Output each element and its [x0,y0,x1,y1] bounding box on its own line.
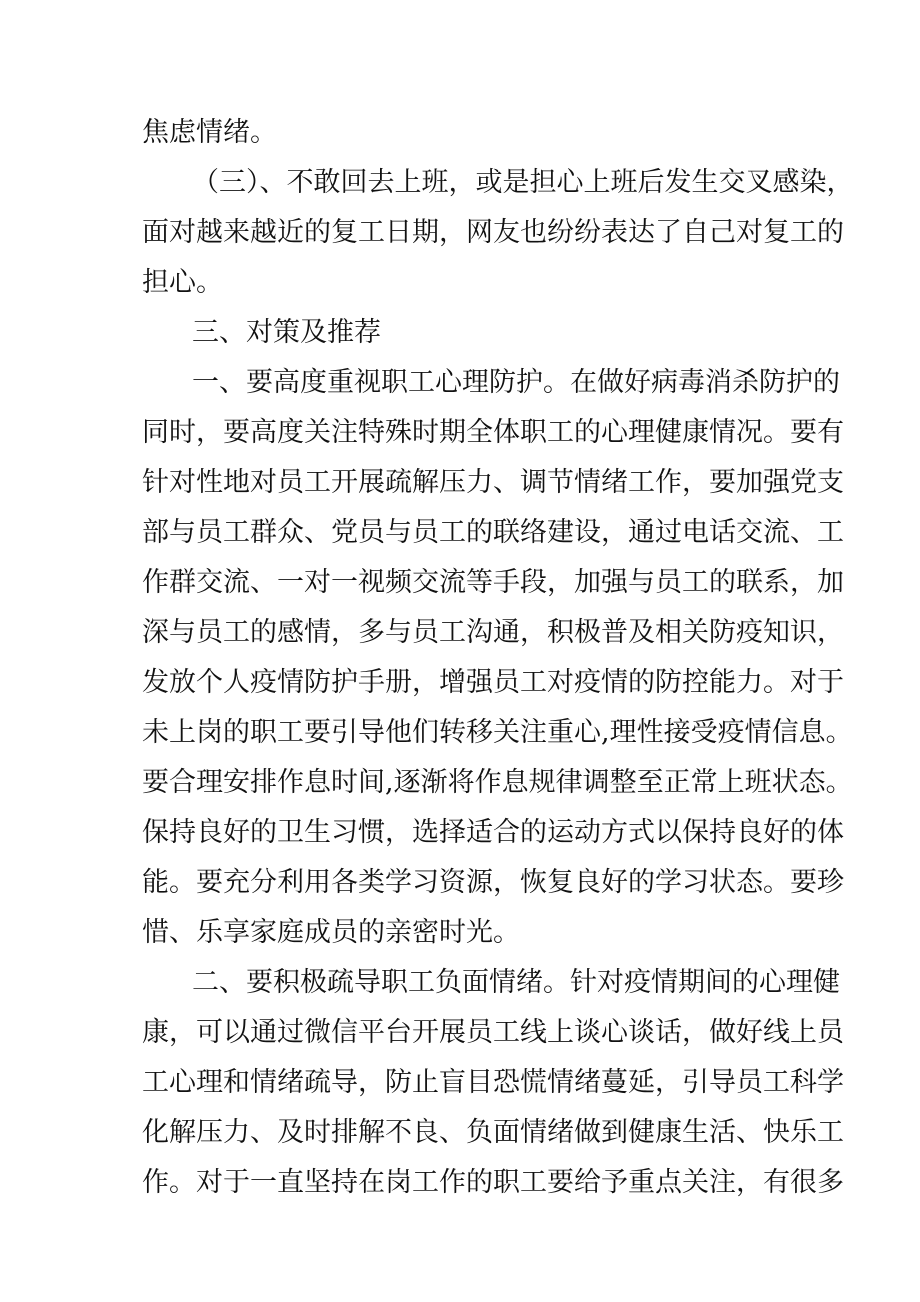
text-line: 一、要高度重视职工心理防护。在做好病毒消杀防护的 [192,367,840,398]
text-line: 焦虑情绪。 [142,117,277,148]
text-line: 同时，要高度关注特殊时期全体职工的心理健康情况。要有 [142,417,844,448]
text-line: 工心理和情绪疏导，防止盲目恐慌情绪蔓延，引导员工科学 [142,1067,844,1098]
text-line: 作。对于一直坚持在岗工作的职工要给予重点关注，有很多 [142,1167,844,1198]
text-line: 康，可以通过微信平台开展员工线上谈心谈话，做好线上员 [142,1017,844,1048]
text-line: 深与员工的感情，多与员工沟通，积极普及相关防疫知识， [142,617,844,648]
text-line: 部与员工群众、党员与员工的联络建设，通过电话交流、工 [142,517,844,548]
text-line: 化解压力、及时排解不良、负面情绪做到健康生活、快乐工 [142,1117,844,1148]
text-line: 保持良好的卫生习惯，选择适合的运动方式以保持良好的体 [142,817,844,848]
text-line: 未上岗的职工要引导他们转移关注重心,理性接受疫情信息。 [142,717,853,748]
text-line: 惜、乐享家庭成员的亲密时光。 [142,917,520,948]
text-line: 面对越来越近的复工日期，网友也纷纷表达了自己对复工的 [142,217,844,248]
text-line: 针对性地对员工开展疏解压力、调节情绪工作，要加强党支 [142,467,844,498]
text-line: 二、要积极疏导职工负面情绪。针对疫情期间的心理健 [192,967,840,998]
text-line: 能。要充分利用各类学习资源，恢复良好的学习状态。要珍 [142,867,844,898]
text-line: 担心。 [142,267,223,298]
section-heading: 三、对策及推荐 [192,317,381,348]
text-line: 发放个人疫情防护手册，增强员工对疫情的防控能力。对于 [142,667,844,698]
text-line: 作群交流、一对一视频交流等手段，加强与员工的联系，加 [142,567,844,598]
text-line: 要合理安排作息时间,逐渐将作息规律调整至正常上班状态。 [142,767,853,798]
text-line: （三）、不敢回去上班，或是担心上班后发生交叉感染， [192,167,854,198]
